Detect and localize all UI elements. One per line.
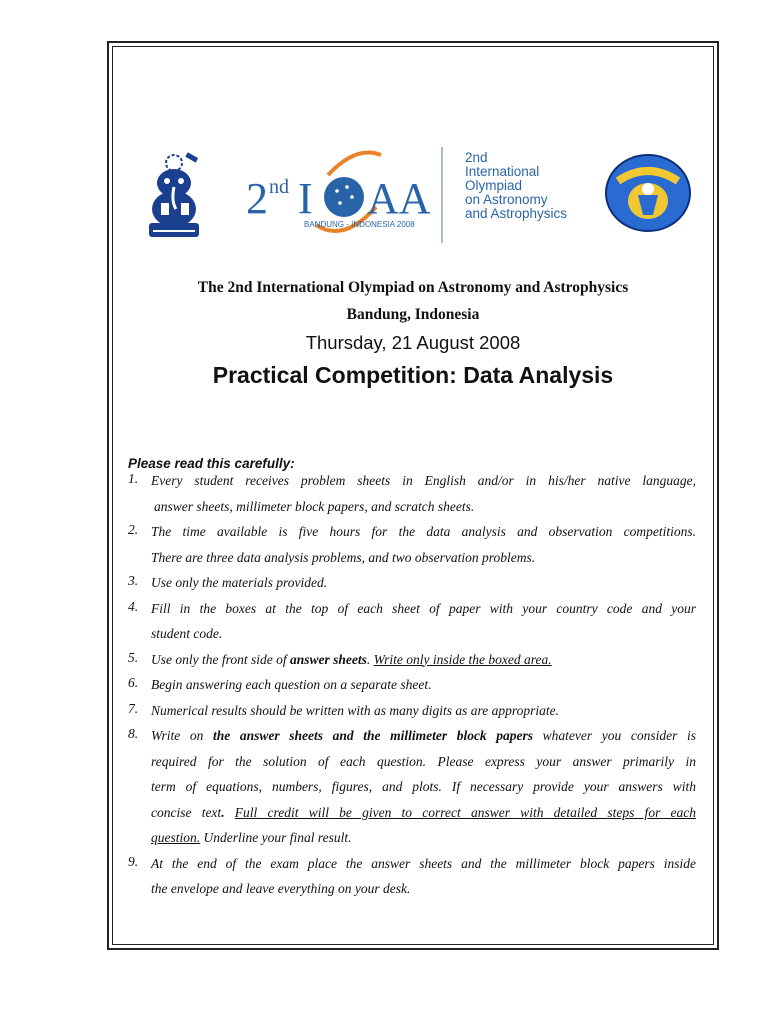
item-line: student code. (151, 626, 223, 641)
logo-text-line: on Astronomy (465, 192, 548, 207)
item-text-underlined: Full credit will be given to correct answer with detailed steps for each (234, 804, 697, 820)
item-line (151, 828, 696, 854)
logo-text-line: International (465, 164, 540, 179)
competition-title: Practical Competition: Data Analysis (212, 362, 614, 388)
instruction-item (128, 675, 696, 701)
exam-date: Thursday, 21 August 2008 (305, 332, 521, 353)
item-text: . (366, 651, 374, 667)
item-text: Use only the front side of (151, 651, 290, 667)
item-text-bold: the answer sheets and the millimeter block papers (212, 728, 534, 743)
item-number: 5. (128, 649, 139, 665)
item-number: 3. (128, 573, 139, 588)
item-text: Write on (151, 728, 213, 743)
instruction-item (128, 599, 696, 650)
item-line: Numerical results should be written with as many digits as are appropriate. (151, 702, 559, 718)
item-line: Begin answering each question on a separate sheet. (151, 677, 432, 692)
svg-text:nd: nd (269, 176, 289, 198)
item-line: At the end of the exam place the answer sheets and the millimeter block papers inside (151, 855, 696, 871)
item-text: Underline your final result. (200, 830, 352, 845)
instruction-item (128, 471, 696, 522)
item-number: 6. (128, 675, 139, 690)
svg-text:AA: AA (367, 174, 431, 223)
item-line (151, 726, 696, 752)
item-number: 8. (128, 726, 139, 741)
logo-text-line: and Astrophysics (465, 206, 568, 221)
ministry-education-logo (603, 153, 693, 233)
logo-text-line: 2nd (465, 150, 488, 165)
item-line: the envelope and leave everything on your desk. (151, 881, 411, 896)
instruction-item (128, 522, 696, 573)
item-text-bold: . (221, 804, 235, 820)
instruction-item (128, 701, 696, 727)
location: Bandung, Indonesia (346, 306, 480, 323)
instruction-item (128, 573, 696, 599)
item-text: whatever you consider is (533, 728, 696, 743)
ioaa-logo-subtitle: BANDUNG - INDONESIA 2008 (304, 220, 415, 229)
instructions-heading: Please read this carefully: (128, 456, 295, 471)
item-line: Use only the materials provided. (151, 575, 328, 590)
olympiad-title: The 2nd International Olympiad on Astronomy and Astrophysics (197, 279, 629, 296)
item-number: 7. (128, 700, 139, 716)
item-line: term of equations, numbers, figures, and plots. If necessary provide your answers with (151, 779, 696, 794)
svg-text:2: 2 (246, 174, 268, 223)
item-line: answer sheets, millimeter block papers, and scratch sheets. (154, 498, 475, 514)
item-line (151, 650, 696, 676)
instruction-item (128, 854, 696, 905)
item-text-underlined: question. (151, 830, 201, 845)
itb-ganesha-logo (143, 151, 205, 241)
item-number: 1. (128, 471, 139, 486)
item-number: 9. (128, 853, 139, 869)
logo-text-line: Olympiad (465, 178, 523, 193)
ioaa-logo-text (465, 151, 567, 221)
item-line (151, 803, 696, 829)
item-line: The time available is five hours for the data analysis and observation competitions. (151, 524, 696, 539)
logo-strip (143, 145, 703, 245)
item-number: 4. (128, 598, 139, 614)
item-line: required for the solution of each question. Please express your answer primarily in (151, 753, 696, 769)
item-number: 2. (128, 522, 139, 537)
instruction-item (128, 726, 696, 854)
item-text: concise text (151, 804, 222, 820)
svg-text:I: I (298, 174, 313, 223)
item-line: There are three data analysis problems, and two observation problems. (151, 549, 536, 565)
item-line: Fill in the boxes at the top of each sheet of paper with your country code and your (151, 600, 696, 616)
instructions-list (128, 471, 696, 905)
item-text-bold: answer sheets (289, 651, 367, 667)
item-line: Every student receives problem sheets in English and/or in his/her native language, (151, 473, 696, 488)
item-text-underlined: Write only inside the boxed area. (373, 651, 552, 667)
instruction-item (128, 650, 696, 676)
